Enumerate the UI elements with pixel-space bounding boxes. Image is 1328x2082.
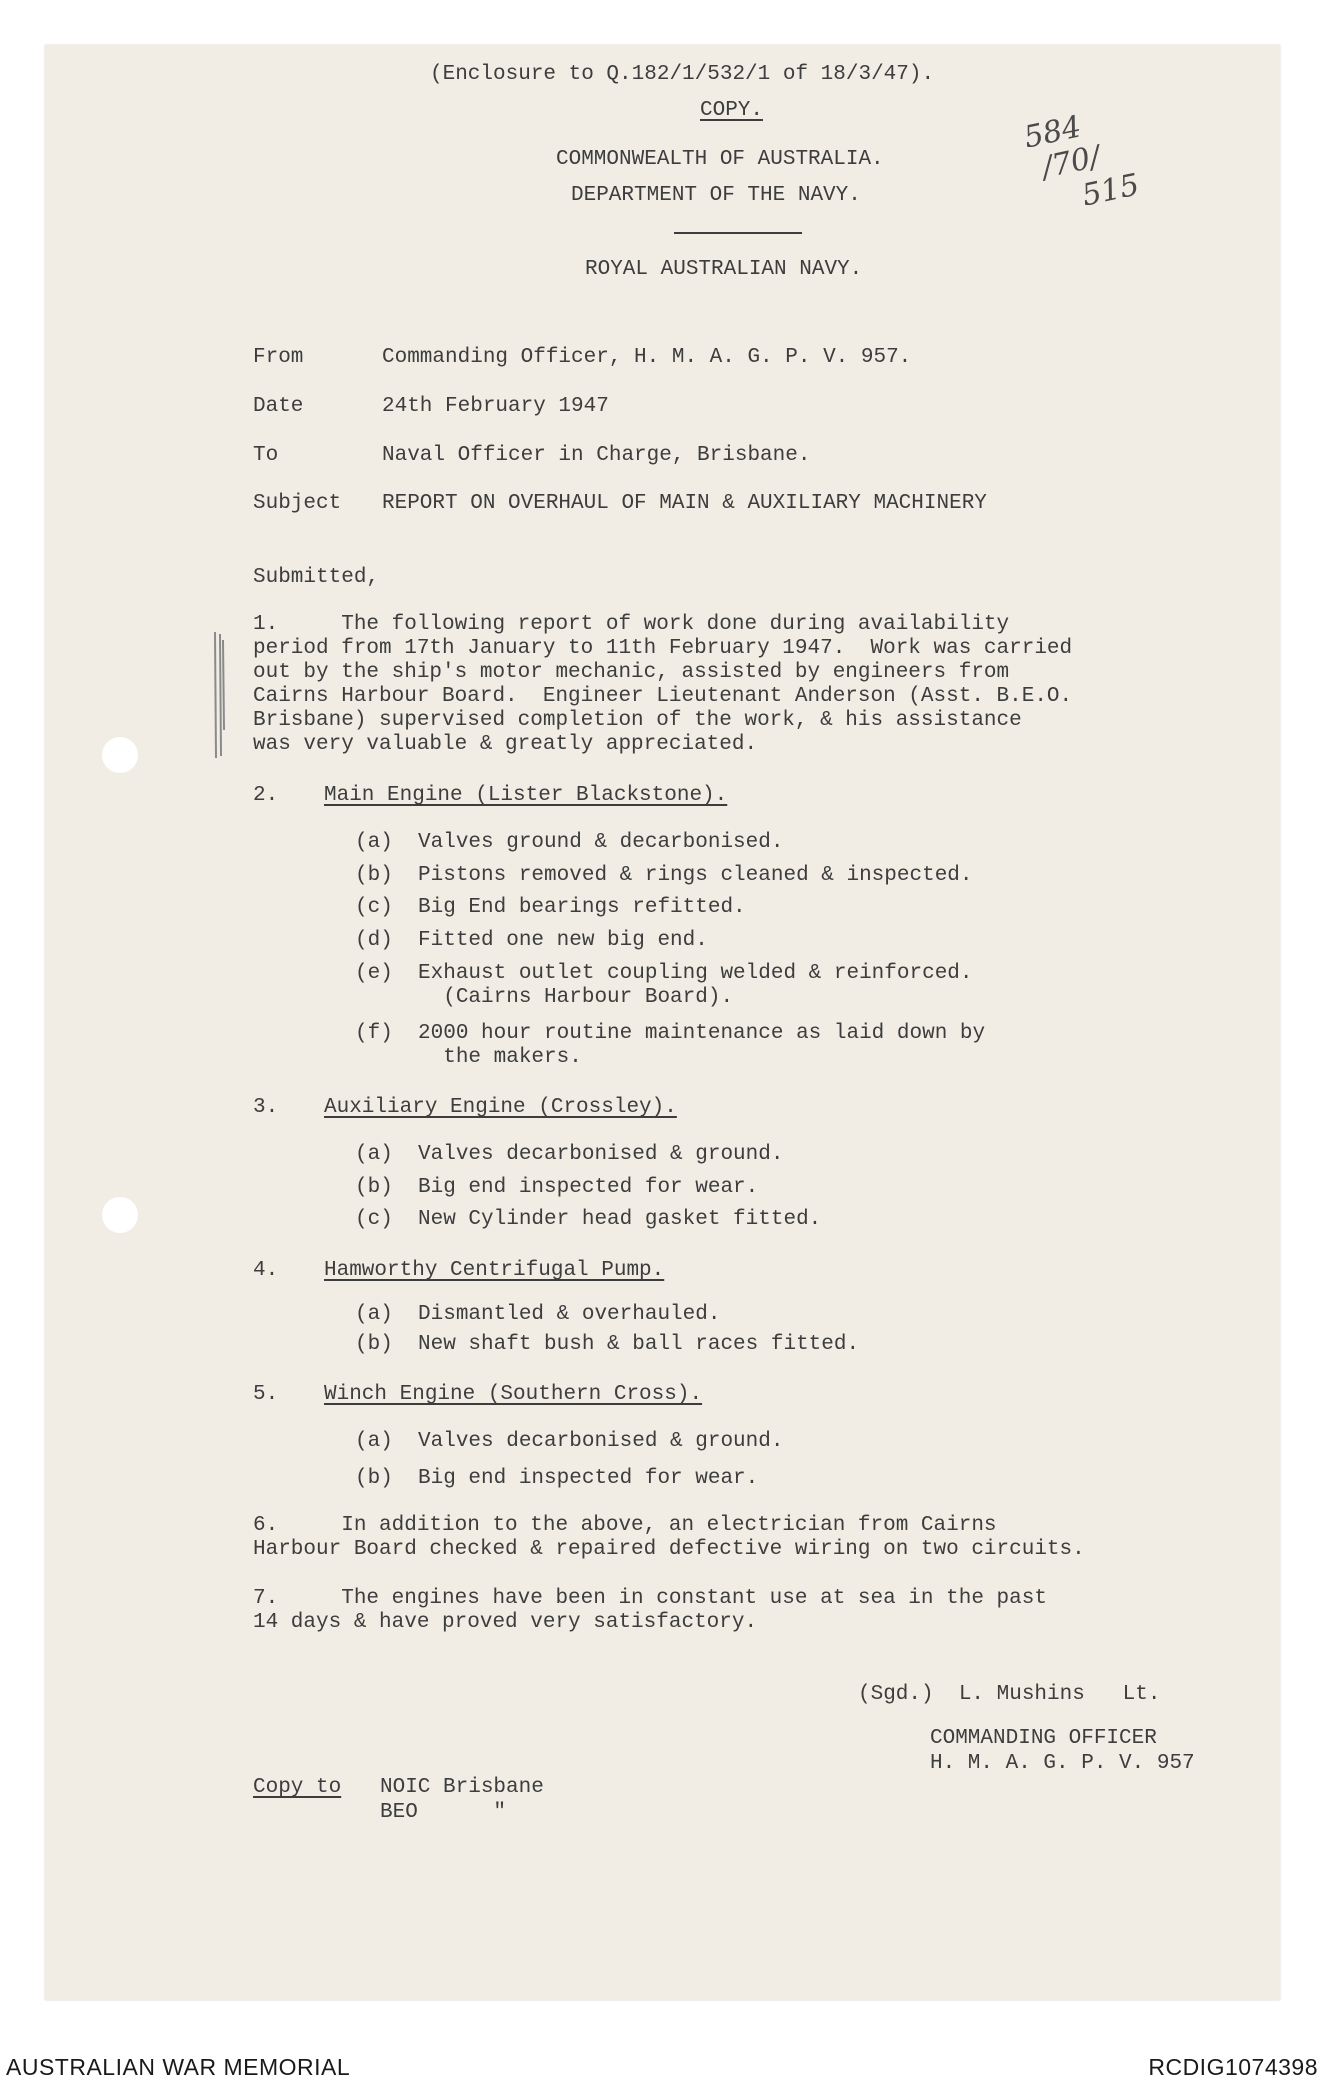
para6-line: 6. In addition to the above, an electrician from Cairns <box>253 1514 997 1537</box>
copy-to-label: Copy to <box>253 1776 342 1799</box>
subject-label: Subject <box>253 492 342 515</box>
to-value: Naval Officer in Charge, Brisbane. <box>382 444 811 467</box>
header-ran: ROYAL AUSTRALIAN NAVY. <box>585 258 863 281</box>
para1-line: was very valuable & greatly appreciated. <box>253 733 758 756</box>
header-commonwealth: COMMONWEALTH OF AUSTRALIA. <box>556 148 884 171</box>
para1-line: Brisbane) supervised completion of the work, & his assistance <box>253 709 1022 732</box>
section-number: 3. <box>253 1096 279 1119</box>
list-item: the makers. <box>355 1046 582 1069</box>
list-item: (c) New Cylinder head gasket fitted. <box>355 1208 822 1231</box>
list-item: (f) 2000 hour routine maintenance as laid down by <box>355 1022 986 1045</box>
from-value: Commanding Officer, H. M. A. G. P. V. 957. <box>382 346 912 369</box>
copy-label: COPY. <box>700 99 764 122</box>
section-title: Auxiliary Engine (Crossley). <box>324 1096 677 1119</box>
handwritten-line-3: 515 <box>1078 167 1143 214</box>
para1-line: 1. The following report of work done during availability <box>253 613 1010 636</box>
section-number: 2. <box>253 784 279 807</box>
handwritten-line-2: /70/ <box>1038 139 1104 186</box>
punch-hole <box>102 737 138 773</box>
list-item: (c) Big End bearings refitted. <box>355 896 746 919</box>
section-title: Winch Engine (Southern Cross). <box>324 1383 703 1406</box>
list-item: (a) Valves decarbonised & ground. <box>355 1143 784 1166</box>
list-item: (b) Big end inspected for wear. <box>355 1467 759 1490</box>
section-number: 4. <box>253 1259 279 1282</box>
handwritten-line-1: 584 <box>1020 109 1085 156</box>
footer-identifier: RCDIG1074398 <box>1148 2054 1318 2080</box>
to-label: To <box>253 444 279 467</box>
punch-hole <box>102 1197 138 1233</box>
para1-line: period from 17th January to 11th February 1947. Work was carried <box>253 637 1073 660</box>
section-title: Hamworthy Centrifugal Pump. <box>324 1259 665 1282</box>
list-item: (b) New shaft bush & ball races fitted. <box>355 1333 860 1356</box>
footer-source: AUSTRALIAN WAR MEMORIAL <box>6 2054 351 2080</box>
signature-line: (Sgd.) L. Mushins Lt. <box>858 1683 1161 1706</box>
section-title: Main Engine (Lister Blackstone). <box>324 784 728 807</box>
handwritten-file-number <box>1020 109 1150 225</box>
signature-title: COMMANDING OFFICER <box>930 1727 1157 1750</box>
date-label: Date <box>253 395 304 418</box>
header-department: DEPARTMENT OF THE NAVY. <box>571 184 861 207</box>
from-label: From <box>253 346 304 369</box>
list-item: (b) Big end inspected for wear. <box>355 1176 759 1199</box>
date-value: 24th February 1947 <box>382 395 609 418</box>
para6-line: Harbour Board checked & repaired defective wiring on two circuits. <box>253 1538 1085 1561</box>
signature-vessel: H. M. A. G. P. V. 957 <box>930 1752 1195 1775</box>
submitted-line: Submitted, <box>253 566 380 589</box>
para7-line: 7. The engines have been in constant use at sea in the past <box>253 1587 1047 1610</box>
para7-line: 14 days & have proved very satisfactory. <box>253 1611 758 1634</box>
para1-line: Cairns Harbour Board. Engineer Lieutenant Anderson (Asst. B.E.O. <box>253 685 1073 708</box>
enclosure-reference: (Enclosure to Q.182/1/532/1 of 18/3/47). <box>430 63 935 86</box>
margin-pencil-mark <box>212 630 226 760</box>
copy-to-recipient: NOIC Brisbane <box>380 1776 544 1799</box>
subject-value: REPORT ON OVERHAUL OF MAIN & AUXILIARY MACHINERY <box>382 492 987 515</box>
list-item: (a) Valves ground & decarbonised. <box>355 831 784 854</box>
copy-to-recipient: BEO " <box>380 1801 507 1824</box>
para1-line: out by the ship's motor mechanic, assisted by engineers from <box>253 661 1010 684</box>
header-divider <box>674 232 802 234</box>
section-number: 5. <box>253 1383 279 1406</box>
list-item: (e) Exhaust outlet coupling welded & reinforced. <box>355 962 973 985</box>
list-item: (b) Pistons removed & rings cleaned & inspected. <box>355 864 973 887</box>
list-item: (a) Dismantled & overhauled. <box>355 1303 721 1326</box>
list-item: (Cairns Harbour Board). <box>355 986 734 1009</box>
list-item: (a) Valves decarbonised & ground. <box>355 1430 784 1453</box>
list-item: (d) Fitted one new big end. <box>355 929 708 952</box>
